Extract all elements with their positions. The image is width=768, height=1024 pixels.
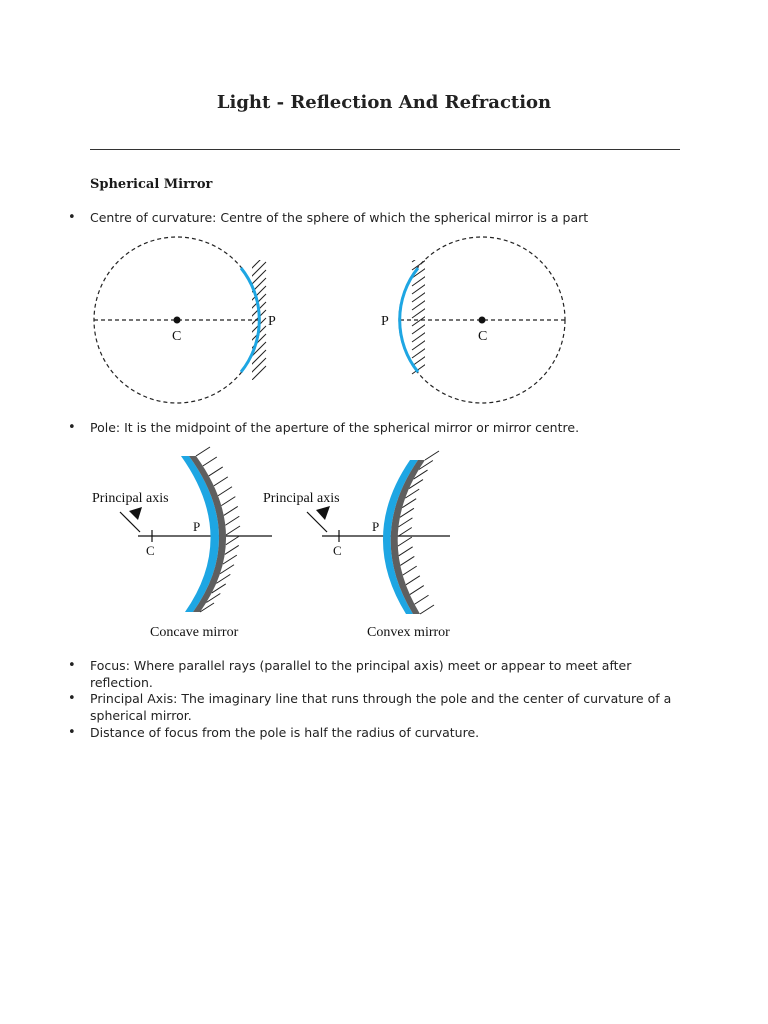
hatch-mark <box>223 555 237 564</box>
hatch-mark <box>410 586 424 595</box>
hatch-mark <box>224 506 238 515</box>
hatch-mark <box>420 605 434 614</box>
hatch-mark <box>406 576 420 585</box>
principal-axis-label-concave: Principal axis <box>92 491 169 506</box>
page-title: Light - Reflection And Refraction <box>216 92 552 113</box>
hatch-mark <box>403 566 417 575</box>
convex-mirror-glass <box>383 460 418 614</box>
hatch-mark <box>225 516 239 525</box>
hatch-mark <box>209 467 223 476</box>
concave-mirror-backing <box>189 456 226 612</box>
pole-label-right: P <box>381 314 389 329</box>
pole-label-concave: P <box>193 519 201 534</box>
hatch-mark <box>225 545 239 554</box>
hatch-mark <box>398 528 412 537</box>
bullet-pole: • Pole: It is the midpoint of the aperture of the spherical mirror or mirror centre. <box>90 420 685 437</box>
hatch-mark <box>203 457 217 466</box>
bullet-focus: • Focus: Where parallel rays (parallel to the principal axis) meet or appear to meet after reflection. <box>90 658 685 691</box>
hatch-mark <box>226 536 240 545</box>
hatch-mark <box>399 547 413 556</box>
centre-label-right: C <box>478 329 488 344</box>
pole-label-convex: P <box>372 519 380 534</box>
hatch-mark <box>196 447 210 456</box>
bullet-centre-of-curvature: • Centre of curvature: Centre of the sphere of which the spherical mirror is a part <box>90 210 685 227</box>
centre-label-concave: C <box>146 543 155 558</box>
centre-label-left: C <box>172 329 182 344</box>
bullet-principal-axis: • Principal Axis: The imaginary line that runs through the pole and the center of curvature of a spherical mirror. <box>90 691 685 724</box>
section-heading: Spherical Mirror <box>90 177 213 192</box>
hatch-mark <box>398 537 412 546</box>
hatch-mark <box>221 497 235 506</box>
caption-concave: Concave mirror <box>150 625 239 640</box>
hatch-mark <box>218 487 232 496</box>
hatch-mark <box>214 477 228 486</box>
hatch-mark <box>425 451 439 460</box>
hatch-mark <box>400 556 414 565</box>
bullet-focal-distance: • Distance of focus from the pole is half the radius of curvature. <box>90 725 685 742</box>
pole-label-left: P <box>268 314 276 329</box>
hatch-mark <box>415 595 429 604</box>
hatch-mark <box>398 518 412 527</box>
caption-convex: Convex mirror <box>367 625 450 640</box>
hatch-mark <box>400 508 414 517</box>
hatch-mark <box>226 526 240 535</box>
centre-label-convex: C <box>333 543 342 558</box>
principal-axis-label-convex: Principal axis <box>263 491 340 506</box>
